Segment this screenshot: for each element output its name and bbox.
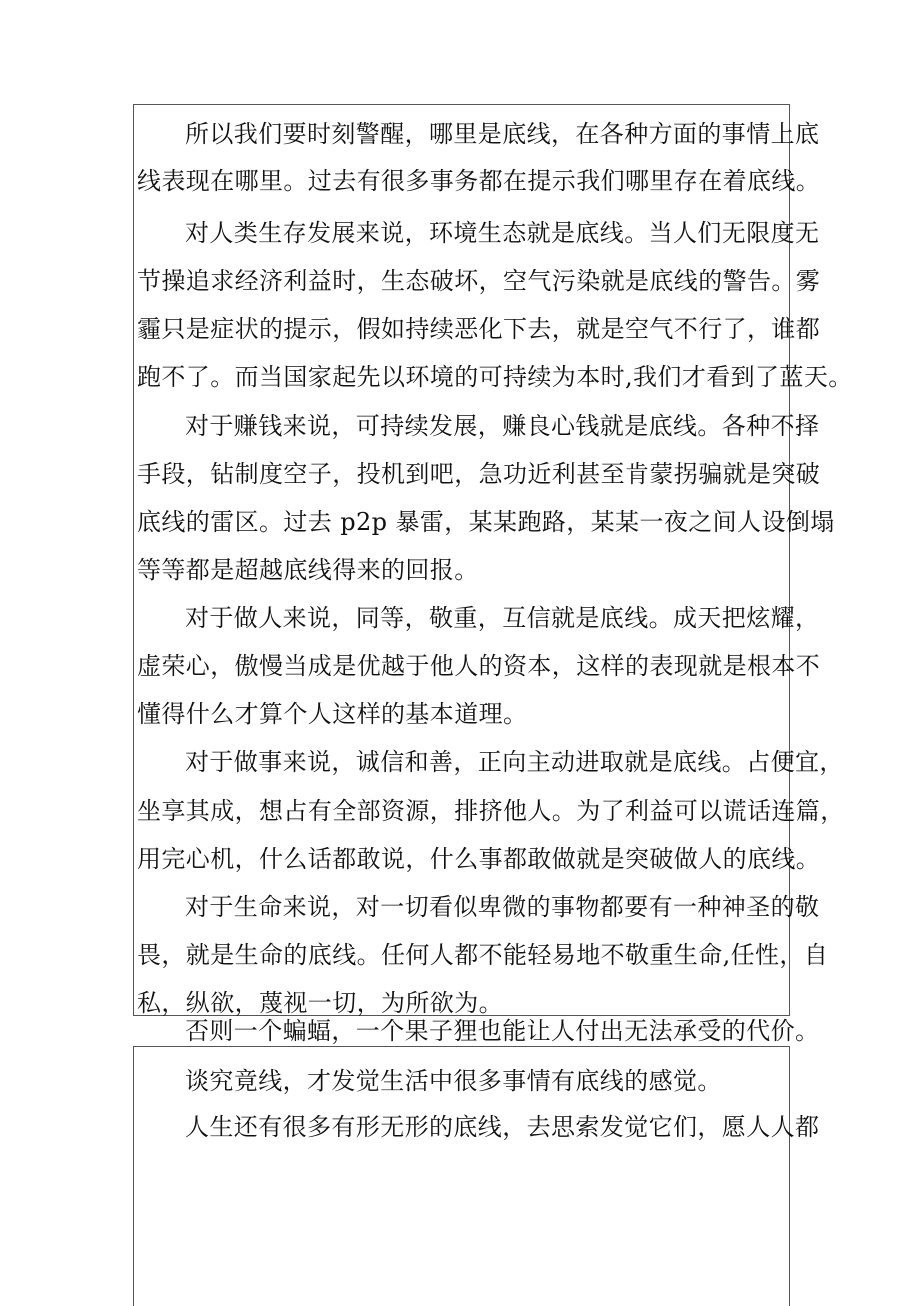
paragraph-line: 懂得什么才算个人这样的基本道理。 xyxy=(137,700,528,728)
paragraph-line: 人生还有很多有形无形的底线，去思索发觉它们，愿人人都 xyxy=(185,1113,820,1141)
paragraph-line: 线表现在哪里。过去有很多事务都在提示我们哪里存在着底线。 xyxy=(137,167,821,195)
paragraph-line: 底线的雷区。过去 p2p 暴雷，某某跑路，某某一夜之间人设倒塌 xyxy=(137,508,835,536)
paragraph-line: 坐享其成，想占有全部资源，排挤他人。为了利益可以谎话连篇， xyxy=(137,797,845,825)
paragraph-line: 手段，钻制度空子，投机到吧，急功近利甚至肯蒙拐骗就是突破 xyxy=(137,460,821,488)
paragraph-line: 跑不了。而当国家起先以环境的可持续为本时,我们才看到了蓝天。 xyxy=(137,363,853,391)
paragraph-line: 用完心机，什么话都敢说，什么事都敢做就是突破做人的底线。 xyxy=(137,845,821,873)
paragraph-line: 节操追求经济利益时，生态破坏，空气污染就是底线的警告。雾 xyxy=(137,267,821,295)
paragraph-line: 等等都是超越底线得来的回报。 xyxy=(137,556,479,584)
paragraph-line: 所以我们要时刻警醒，哪里是底线，在各种方面的事情上底 xyxy=(185,120,820,148)
paragraph-line: 霾只是症状的提示，假如持续恶化下去，就是空气不行了，谁都 xyxy=(137,315,821,343)
paragraph-line: 对人类生存发展来说，环境生态就是底线。当人们无限度无 xyxy=(185,219,820,247)
paragraph-line: 对于做事来说，诚信和善，正向主动进取就是底线。占便宜， xyxy=(185,748,844,776)
paragraph-line: 对于生命来说，对一切看似卑微的事物都要有一种神圣的敬 xyxy=(185,893,820,921)
paragraph-line: 对于赚钱来说，可持续发展，赚良心钱就是底线。各种不择 xyxy=(185,412,820,440)
paragraph-line: 私，纵欲，蔑视一切，为所欲为。 xyxy=(137,989,503,1017)
paragraph-line: 谈究竟线，才发觉生活中很多事情有底线的感觉。 xyxy=(185,1067,722,1095)
paragraph-line: 否则一个蝙蝠，一个果子狸也能让人付出无法承受的代价。 xyxy=(185,1017,820,1045)
paragraph-line: 畏，就是生命的底线。任何人都不能轻易地不敬重生命,任性，自 xyxy=(137,941,829,969)
paragraph-line: 虚荣心，傲慢当成是优越于他人的资本，这样的表现就是根本不 xyxy=(137,652,821,680)
paragraph-line: 对于做人来说，同等，敬重，互信就是底线。成天把炫耀， xyxy=(185,604,820,632)
